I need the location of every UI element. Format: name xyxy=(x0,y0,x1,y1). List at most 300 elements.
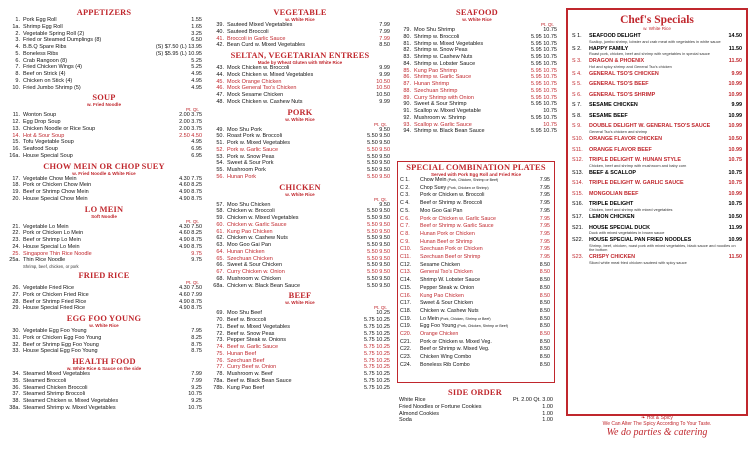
item-number: 36. xyxy=(12,384,20,391)
menu-item xyxy=(210,344,390,351)
item-price: 5.95 10.75 xyxy=(531,128,557,135)
item-price: 9.25 xyxy=(191,384,202,391)
item-number: 10. xyxy=(12,84,20,91)
combo-price: 7.95 xyxy=(539,254,550,261)
item-number: 63. xyxy=(216,242,224,248)
menu-item xyxy=(6,257,202,264)
section-title: FRIED RICE xyxy=(78,271,130,280)
item-price: 5.50 9.50 xyxy=(367,167,390,173)
item-price: 5.50 9.50 xyxy=(367,255,390,262)
section-subtitle: w. White Rice xyxy=(285,116,315,122)
item-name: Szechuan Beef xyxy=(227,357,265,364)
item-number: 19. xyxy=(12,189,20,195)
pt-qt-header: Pt. Qt. xyxy=(373,196,387,202)
item-price: 8.50 xyxy=(379,42,390,49)
item-name: Curry Chicken w. Onion xyxy=(227,269,285,275)
pt-qt-header: Pt. Qt. xyxy=(373,305,387,311)
combo-price: 7.95 xyxy=(539,215,550,222)
menu-section xyxy=(210,51,390,106)
chef-item xyxy=(568,92,746,99)
chef-number: S 1. xyxy=(572,33,582,39)
section-subtitle: w. White Rice xyxy=(285,300,315,306)
combo-item xyxy=(400,177,552,185)
combo-name: Hunan Pork or Chicken xyxy=(420,230,475,237)
item-number: 18. xyxy=(12,182,20,189)
menu-item xyxy=(6,244,202,251)
chef-item xyxy=(568,102,746,109)
combo-price: 8.50 xyxy=(539,261,550,268)
item-number: 56. xyxy=(216,173,224,180)
item-price: 4.95 xyxy=(191,139,202,146)
menu-item xyxy=(210,262,390,269)
chef-name: ORANGE FLAVOR CHICKEN xyxy=(589,135,662,142)
menu-item xyxy=(6,335,202,342)
item-name: Hunan Shrimp xyxy=(414,81,450,87)
combo-item xyxy=(400,246,552,254)
item-price: 8.75 xyxy=(191,341,202,348)
item-name: Beef w. Broccoli xyxy=(227,317,267,323)
combo-price: 8.50 xyxy=(539,307,550,314)
item-price: (S) $5.95 (L) 10.95 xyxy=(155,50,202,57)
item-price: 9.50 xyxy=(379,126,390,133)
item-number: 90. xyxy=(403,101,411,108)
item-number: 28. xyxy=(12,298,20,305)
item-price: 5.50 9.50 xyxy=(367,269,390,275)
menu-item xyxy=(6,305,202,312)
item-name: Seafood Soup xyxy=(23,146,58,152)
chef-price: 11.99 xyxy=(728,224,742,231)
combo-number: C16. xyxy=(400,292,412,299)
combo-number: C17. xyxy=(400,300,412,307)
item-price: 4.30 7.50 xyxy=(179,223,202,230)
item-name: Scallop w. Mixed Vegetable xyxy=(414,108,481,114)
chef-price: 10.99 xyxy=(728,146,742,153)
item-name: Thin Rice Noodle xyxy=(23,257,66,264)
item-number: 49. xyxy=(216,126,224,133)
menu-item xyxy=(397,54,557,61)
item-name: Mock Chicken w. Mixed Vegetables xyxy=(227,71,314,78)
menu-section xyxy=(6,93,202,159)
chef-number: S 2. xyxy=(572,45,582,52)
combo-name: Sweet & Sour Chicken xyxy=(420,300,473,307)
item-name: Chicken w. Cashew Nuts xyxy=(227,235,288,242)
side-title: SIDE ORDER xyxy=(448,388,502,397)
item-price: 10.50 xyxy=(376,92,390,98)
menu-section xyxy=(6,205,202,270)
item-price: 5.50 9.50 xyxy=(367,208,390,215)
combo-item xyxy=(400,208,552,216)
combo-number: C 1. xyxy=(400,177,410,183)
item-price: 8.25 xyxy=(191,334,202,341)
item-number: 79. xyxy=(403,27,411,33)
item-name: Shrimp w. Garlic Sauce xyxy=(414,74,472,81)
item-name: Beef or Shrimp Chow Mein xyxy=(23,189,89,195)
menu-item xyxy=(210,351,390,358)
item-name: Sweet & Sour Shrimp xyxy=(414,101,467,108)
item-number: 6. xyxy=(15,57,20,64)
item-number: 15. xyxy=(12,139,20,146)
item-name: Beef w. Black Bean Sauce xyxy=(227,377,292,384)
chef-name: HOUSE SPECIAL PAN FRIED NOODLES xyxy=(589,237,692,244)
menu-item xyxy=(6,371,202,378)
item-price: (S) $7.50 (L) 13.95 xyxy=(155,44,202,50)
item-number: 83. xyxy=(403,54,411,60)
menu-item xyxy=(210,22,390,29)
chef-price: 10.99 xyxy=(728,190,742,197)
item-name: Fried or Steamed Dumplings (8) xyxy=(23,37,102,44)
item-number: 50. xyxy=(216,133,224,140)
menu-item xyxy=(6,17,202,24)
item-price: 5.95 10.75 xyxy=(531,60,557,67)
item-price: 1.65 xyxy=(191,23,202,30)
item-price: 4.95 xyxy=(191,71,202,77)
section-title: SELTAN, VEGETARIAN ENTREES xyxy=(230,51,370,60)
menu-item xyxy=(210,358,390,365)
item-price: 10.25 xyxy=(376,310,390,317)
item-name: Hunan Pork xyxy=(227,173,257,180)
item-number: 68a. xyxy=(213,282,224,289)
chef-item xyxy=(568,180,746,187)
item-number: 87. xyxy=(403,81,411,87)
item-price: 5.25 xyxy=(191,57,202,64)
item-name: Steamed Chicken Broccoli xyxy=(23,384,88,391)
item-price: 5.50 9.50 xyxy=(367,140,390,146)
item-number: 64. xyxy=(216,248,224,255)
item-number: 1. xyxy=(15,17,20,23)
item-price: 5.95 10.75 xyxy=(531,67,557,74)
item-name: Szechuan Chicken xyxy=(227,255,273,262)
menu-item xyxy=(210,276,390,283)
item-number: 16. xyxy=(12,146,20,152)
menu-item xyxy=(6,378,202,385)
item-number: 7. xyxy=(15,64,20,71)
menu-item xyxy=(6,153,202,160)
item-number: 48. xyxy=(216,98,224,105)
combo-item xyxy=(400,293,552,301)
menu-item xyxy=(6,299,202,306)
pepper-icon: ❧ xyxy=(641,415,647,421)
item-number: 66. xyxy=(216,262,224,269)
combo-item xyxy=(400,323,552,331)
item-name: Shrimp Egg Roll xyxy=(23,23,63,30)
item-number: 4. xyxy=(15,44,20,50)
item-price: 5.75 10.25 xyxy=(364,377,390,384)
item-name: Mock General Tso's Chicken xyxy=(227,85,297,92)
item-name: Wonton Soup xyxy=(23,112,57,119)
menu-item xyxy=(6,391,202,398)
item-price: 8.75 xyxy=(191,348,202,355)
item-name: Pork or Chicken Lo Mein xyxy=(23,230,84,237)
combo-number: C 4. xyxy=(400,200,410,207)
item-price: 9.25 xyxy=(191,398,202,404)
menu-item xyxy=(210,222,390,229)
item-name: Scallop w. Garlic Sauce xyxy=(414,121,472,128)
chef-name: SESAME CHICKEN xyxy=(589,102,638,109)
combo-name: Chop Suey (Pork, Chicken or Shrimp) xyxy=(420,184,489,191)
item-price: 10.75 xyxy=(543,108,557,114)
item-price: 4.90 8.75 xyxy=(179,189,202,195)
item-name: Pepper Steak w. Onions xyxy=(227,337,287,344)
item-name: Moo Shu Chicken xyxy=(227,201,271,208)
item-number: 78b. xyxy=(213,384,224,391)
item-number: 20. xyxy=(12,195,20,202)
item-number: 23. xyxy=(12,237,20,243)
item-number: 40. xyxy=(216,28,224,35)
chef-price: 10.75 xyxy=(728,169,742,176)
item-price: 5.95 10.75 xyxy=(531,54,557,60)
item-price: 5.95 10.75 xyxy=(531,47,557,54)
menu-item xyxy=(397,47,557,54)
chef-number: S14. xyxy=(572,180,584,187)
item-price: 5.75 10.25 xyxy=(364,317,390,323)
combo-note: (Pork, Chicken, Shrimp or Beef) xyxy=(446,178,499,182)
item-name: Shrimp w. Snow Peas xyxy=(414,47,468,54)
section-title: CHOW MEIN OR CHOP SUEY xyxy=(43,161,165,171)
combo-name: Chicken w. Cashew Nuts xyxy=(420,307,479,314)
chef-description: Duck with mixed vegetables in brown sauce xyxy=(589,230,665,236)
menu-item xyxy=(6,78,202,85)
item-name: Steamed Broccoli xyxy=(23,377,67,384)
pt-qt-header: Pt. Qt. xyxy=(373,121,387,127)
item-price: 5.95 10.75 xyxy=(531,74,557,81)
chef-list xyxy=(568,33,746,265)
item-name: Vegetable Fried Rice xyxy=(23,285,75,291)
combo-price: 8.50 xyxy=(539,361,550,368)
chef-name: HAPPY FAMILY xyxy=(589,45,629,52)
menu-item xyxy=(210,99,390,106)
chef-number: S22. xyxy=(572,237,584,244)
item-price: 5.75 10.25 xyxy=(364,337,390,344)
item-number: 44. xyxy=(216,71,224,78)
combo-item xyxy=(400,262,552,270)
menu-item xyxy=(210,127,390,134)
combo-name: Beef or Shrimp w. Garlic Sauce xyxy=(420,223,494,230)
item-number: 74. xyxy=(216,344,224,350)
menu-item xyxy=(6,385,202,392)
side-name: White Rice xyxy=(399,397,426,403)
item-number: 12. xyxy=(12,119,20,125)
menu-item xyxy=(397,68,557,75)
item-name: Mushroom Pork xyxy=(227,167,266,173)
combo-note: (Pork, Chicken, Shrimp or Beef) xyxy=(456,324,508,329)
combo-price: 7.95 xyxy=(539,200,550,207)
side-item xyxy=(397,404,553,411)
item-name: Hunan Beef xyxy=(227,350,257,357)
item-price: 6.95 xyxy=(191,146,202,152)
menu-item xyxy=(6,328,202,335)
item-name: Chicken w. Black Bean Sauce xyxy=(227,282,301,289)
item-number: 62. xyxy=(216,235,224,242)
side-price: 1.00 xyxy=(542,410,553,417)
item-number: 9. xyxy=(15,77,20,84)
item-number: 82. xyxy=(403,47,411,54)
chef-title: Chef's Specials xyxy=(620,14,694,26)
item-name: Mock Chicken w. Cashew Nuts xyxy=(227,98,303,105)
chef-price: 11.50 xyxy=(728,45,742,52)
combo-item xyxy=(400,285,552,293)
chef-name: GENERAL TSO'S SHRIMP xyxy=(589,91,656,98)
item-note: Shrimp, beef, chicken, or pork xyxy=(23,264,79,269)
item-price: 3.25 xyxy=(191,30,202,37)
item-name: Beef w. Garlic Sauce xyxy=(227,344,279,350)
item-name: Steamed Shrimp w. Mixed Vegetables xyxy=(23,404,116,411)
item-price: 5.75 10.25 xyxy=(364,384,390,391)
chef-item xyxy=(568,113,746,120)
section-title: EGG FOO YOUNG xyxy=(66,314,142,323)
combo-name: Szechuan Beef or Shrimp xyxy=(420,254,481,261)
item-number: 1a. xyxy=(12,23,20,30)
chef-number: S11. xyxy=(572,146,583,153)
menu-item xyxy=(6,58,202,65)
section-subtitle: Made by Wheat Gluten with White Rice xyxy=(257,60,343,65)
item-price: 4.90 8.75 xyxy=(179,243,202,250)
item-name: B.B.Q Spare Ribs xyxy=(23,44,67,50)
chef-price: 10.75 xyxy=(728,201,742,208)
item-price: 5.50 9.50 xyxy=(367,248,390,255)
combo-price: 7.95 xyxy=(539,184,550,191)
menu-item xyxy=(6,44,202,51)
item-price: 7.99 xyxy=(379,22,390,28)
item-price: 4.95 xyxy=(191,84,202,91)
item-price: 2.00 3.75 xyxy=(179,125,202,132)
chef-name: HOUSE SPECIAL DUCK xyxy=(589,224,651,231)
chef-number: S17. xyxy=(572,213,584,220)
item-price: 5.50 9.50 xyxy=(367,215,390,221)
combo-number: C 5. xyxy=(400,207,410,214)
item-price: 10.75 xyxy=(188,404,202,411)
item-number: 43. xyxy=(216,65,224,71)
item-price: 5.50 9.50 xyxy=(367,235,390,242)
item-name: Moo Shu Shrimp xyxy=(414,27,455,33)
chef-price: 10.99 xyxy=(728,123,742,130)
combo-name: Chow Mein (Pork, Chicken, Shrimp or Beef) xyxy=(420,177,499,183)
menu-item xyxy=(210,29,390,36)
item-name: Mock Chicken w. Broccoli xyxy=(227,65,290,71)
combo-price: 8.50 xyxy=(539,346,550,353)
combo-number: C 6. xyxy=(400,215,410,222)
item-price: 4.60 7.99 xyxy=(179,291,202,298)
section-subtitle: w. White Rice xyxy=(285,17,315,22)
menu-item xyxy=(210,140,390,147)
item-price: 10.50 xyxy=(376,78,390,85)
chef-item xyxy=(568,214,746,221)
item-price: 5.75 10.25 xyxy=(364,350,390,357)
combo-price: 7.95 xyxy=(539,192,550,199)
combo-box xyxy=(397,161,555,383)
item-number: 91. xyxy=(403,108,411,114)
item-price: 2.50 4.50 xyxy=(179,132,202,139)
chef-name: TRIPLE DELIGHT xyxy=(589,201,634,208)
section-title: SOUP xyxy=(92,93,116,103)
item-number: 67. xyxy=(216,269,224,275)
chef-number: S12. xyxy=(572,157,584,164)
item-price: 4.60 8.25 xyxy=(179,182,202,189)
menu-item xyxy=(210,42,390,49)
chef-number: S21. xyxy=(572,224,584,231)
item-number: 57. xyxy=(216,201,224,208)
combo-item xyxy=(400,339,552,347)
chef-number: S 3. xyxy=(572,58,582,64)
item-number: 92. xyxy=(403,114,411,121)
chef-price: 10.99 xyxy=(728,81,742,88)
combo-number: C24. xyxy=(400,361,412,368)
menu-item xyxy=(210,378,390,385)
section-title: PORK xyxy=(287,107,313,117)
menu-item xyxy=(210,85,390,92)
item-price: 5.75 10.25 xyxy=(364,330,390,337)
item-number: 38. xyxy=(12,398,20,404)
menu-item xyxy=(397,101,557,108)
menu-item xyxy=(210,331,390,338)
chef-name: BEEF & SCALLOP xyxy=(589,169,637,176)
chef-price: 10.75 xyxy=(728,157,742,164)
item-number: 34. xyxy=(12,371,20,377)
menu-item xyxy=(6,71,202,78)
combo-price: 7.95 xyxy=(539,223,550,230)
combo-number: C11. xyxy=(400,254,411,261)
item-number: 35. xyxy=(12,377,20,384)
item-name: Vegetable Egg Foo Young xyxy=(23,328,87,334)
combo-name: Lo Mein (Pork, Chicken, Shrimp or Beef) xyxy=(420,315,491,322)
item-number: 26. xyxy=(12,285,20,291)
item-number: 78a. xyxy=(213,377,224,384)
item-price: 5.50 9.50 xyxy=(367,242,390,248)
menu-item xyxy=(397,108,557,115)
item-number: 25a. xyxy=(9,257,20,264)
item-name: Sauteed Broccoli xyxy=(227,28,269,35)
item-number: 84. xyxy=(403,60,411,67)
item-price: 5.95 10.75 xyxy=(531,81,557,87)
chef-price: 10.99 xyxy=(728,112,742,119)
item-name: Curry Shrimp with Onion xyxy=(414,94,474,101)
item-name: Chicken w. Mixed Vegetables xyxy=(227,215,299,221)
combo-name: Egg Foo Young (Pork, Chicken, Shrimp or Beef) xyxy=(420,323,508,330)
item-price: 9.99 xyxy=(379,65,390,71)
item-number: 21. xyxy=(12,223,20,230)
item-name: Pork or Chicken Egg Foo Young xyxy=(23,334,102,341)
item-price: 2.00 3.75 xyxy=(179,119,202,125)
item-number: 69. xyxy=(216,310,224,317)
side-price: 1.00 xyxy=(542,417,553,424)
menu-item xyxy=(210,36,390,43)
combo-item xyxy=(400,254,552,262)
item-number: 38a. xyxy=(9,404,20,411)
menu-item xyxy=(6,24,202,31)
item-number: 17. xyxy=(12,175,20,182)
combo-number: C21. xyxy=(400,338,412,345)
section-title: LO MEIN xyxy=(84,204,124,214)
menu-section xyxy=(6,162,202,203)
item-name: Hunan Chicken xyxy=(227,248,265,255)
item-name: House Special Egg Foo Young xyxy=(23,348,98,355)
combo-name: Beef or Shrimp w. Broccoli xyxy=(420,200,483,207)
chef-name: TRIPLE DELIGHT W. GARLIC SAUCE xyxy=(589,180,684,187)
item-name: Shrimp w. Broccoli xyxy=(414,33,460,40)
item-number: 30. xyxy=(12,328,20,334)
chef-description: Chicken, beef and shrimp with mixed vegetables xyxy=(589,207,673,213)
item-price: 4.90 8.75 xyxy=(179,195,202,202)
section-title: VEGETABLE xyxy=(273,8,327,17)
section-subtitle: w. Fried Noodle & White Rice xyxy=(72,170,136,176)
item-price: 4.60 8.25 xyxy=(179,230,202,237)
item-price: 5.95 10.75 xyxy=(531,33,557,40)
pt-qt-header: Pt. Qt. xyxy=(540,22,554,27)
combo-name: General Tso's Chicken xyxy=(420,269,473,276)
chef-number: S23. xyxy=(572,253,584,260)
item-number: 85. xyxy=(403,67,411,74)
item-price: 7.99 xyxy=(191,377,202,384)
menu-item xyxy=(210,385,390,392)
